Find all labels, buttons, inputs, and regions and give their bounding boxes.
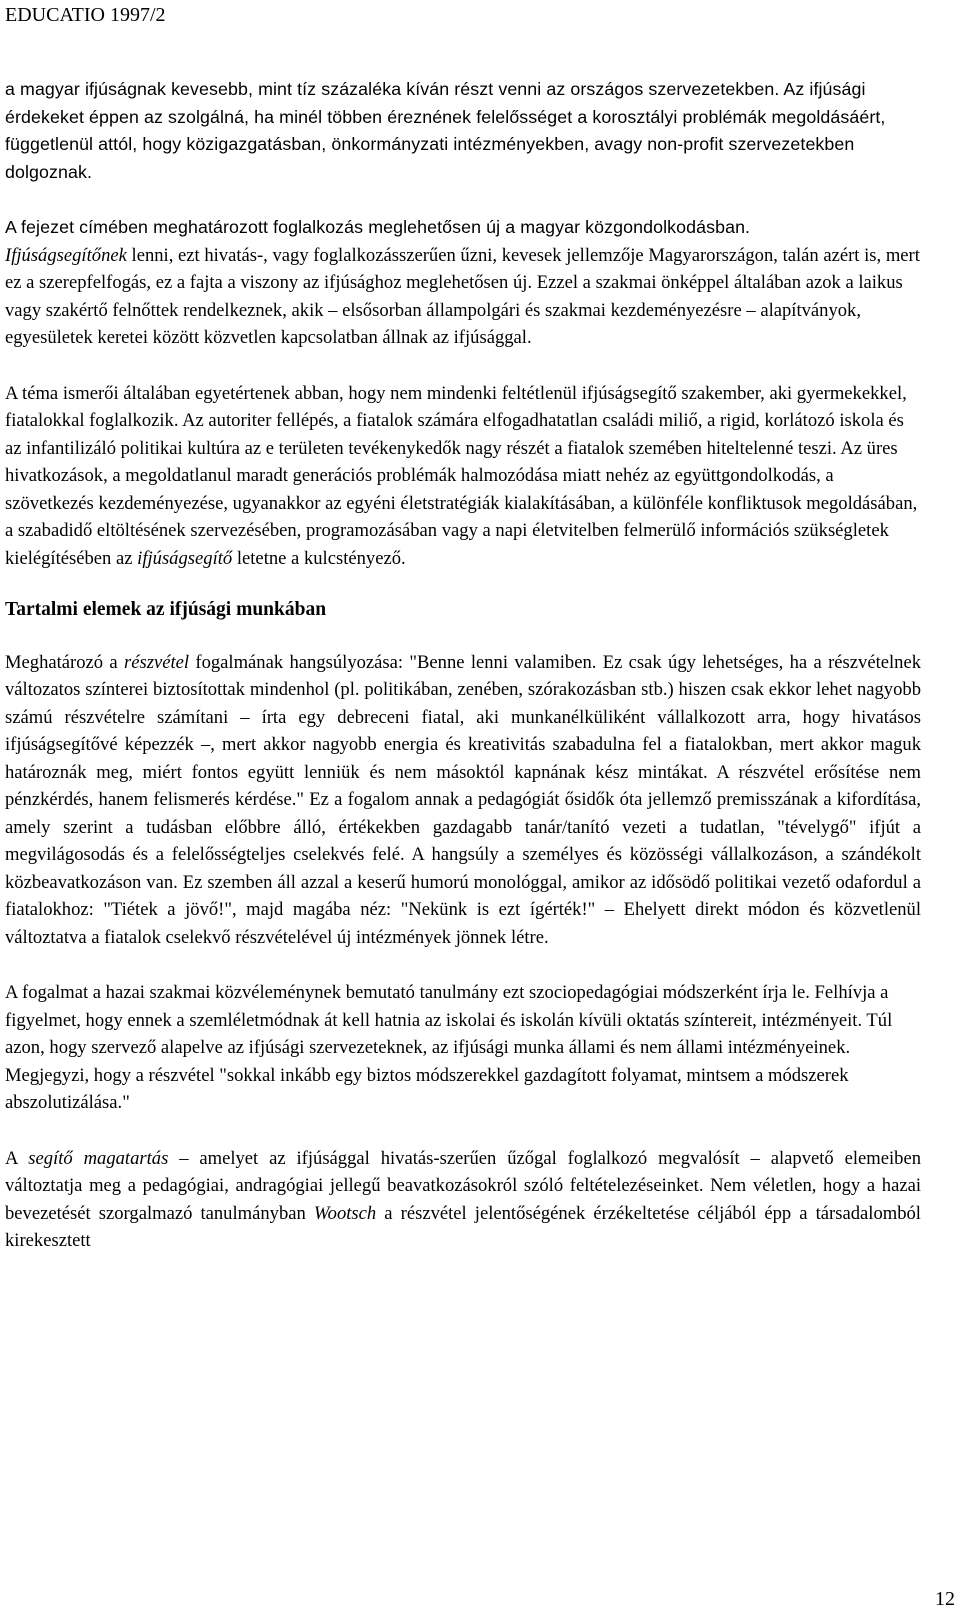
paragraph-participation bbox=[5, 649, 921, 952]
paragraph-participation-text: fogalmának hangsúlyozása: "Benne lenni valamiben. Ez csak úgy lehetséges, ha a részvételnek változatos színterei biztosítottak mindenhol (pl. politikában, zenében, szórakozásban stb.) hiszen csak ekkor lehet nagyobb számú részvételre számítani – írta egy debreceni fiatal, aki munkanélküliként vállalkozott arra, hogy hivatásos ifjúságsegítővé képezzék –, mert akkor nagyobb energia és kreativitás szabadulna fel a fiatalokban, mert akkor maguk határoznák meg, miért fontos együtt lenniük és nem másoktól kapnának kész mintákat. A részvétel erősítése nem pénzkérdés, hanem felismerés kérdése." Ez a fogalom annak a pedagógiát ősidők óta jellemző premisszának a kifordítása, amely szerint a tudásban előbbre álló, értékekben gazdagabb tanár/tanító vezeti a tudatlan, "tévelygő" ifjút a megvilágosodás és a felelősségteljes cselekvés felé. A hangsúly a személyes és közösségi vállalkozáson, a szándékolt közbeavatkozáson van. Ez szemben áll azzal a keserű humorú monológgal, amikor az idősödő politikai vezető odafordul a fiatalokhoz: "Tiétek a jövő!", majd magába néz: "Nekünk is ezt ígérték!" – Ehelyett direkt módon és közvetlenül változtatva a fiatalok cselekvő részvételével új intézmények jönnek létre. bbox=[5, 651, 921, 948]
paragraph-study: A fogalmat a hazai szakmai közvéleménynek bemutató tanulmány ezt szociopedagógiai módszerként írja le. Felhívja a figyelmet, hogy ennek a szemléletmódnak át kell hatnia az iskolai és iskolán kívüli oktatás színtereit, intézményeit. Túl azon, hogy szervező alapelve az ifjúsági szervezeteknek, az ifjúsági munka állami és nem állami intézményeinek. Megjegyzi, hogy a részvétel "sokkal inkább egy biztos módszerekkel gazdagított folyamat, mintsem a módszerek abszolutizálása." bbox=[5, 982, 893, 1113]
article-body bbox=[5, 76, 921, 1255]
paragraph-experts-end: letetne a kulcstényező. bbox=[232, 547, 406, 569]
paragraph-experts-text: A téma ismerői általában egyetértenek abban, hogy nem mindenki feltétlenül ifjúságsegítő szakember, aki gyermekekkel, fiatalokkal foglalkozik. Az autoriter fellépés, a fiatalok számára elfogadhatatlan családi miliő, a rigid, korlátozó iskola és az infantilizáló politikai kultúra az e területen tevékenykedők nagy részét a fiatalok szemében hiteltelenné teszi. Az üres hivatkozások, a megoldatlanul maradt generációs problémák halmozódása miatt nehéz az együttgondolkodás, a szövetkezés kezdeményezése, ugyanakkor az egyéni életstratégiák kialakításában, a különféle konfliktusok megoldásában, a szabadidő eltöltésének szervezésében, programozásában vagy a napi életvitelben felmerülő információs szükségletek kielégítésében az bbox=[5, 382, 918, 569]
emphasis-wootsch: Wootsch bbox=[313, 1202, 377, 1224]
journal-header: EDUCATIO 1997/2 bbox=[5, 4, 166, 26]
emphasis-ifjusagsegito: ifjúságsegítő bbox=[137, 547, 233, 569]
paragraph-experts bbox=[5, 380, 921, 573]
section-heading: Tartalmi elemek az ifjúsági munkában bbox=[5, 599, 327, 620]
paragraph-helping-text: – amelyet az ifjúsággal hivatás-szerűen űzőgal foglalkozó megvalósít – alapvető elemeiben változtatja meg a pedagógiai, andragógiai jellegű beavatkozásokról szóló feltételezéseinket. Nem véletlen, hogy a hazai bevezetését szorgalmazó tanulmányban bbox=[5, 1147, 921, 1224]
emphasis-reszvetel: részvétel bbox=[124, 651, 190, 673]
paragraph-helping-attitude bbox=[5, 1145, 921, 1255]
paragraph-profession bbox=[5, 242, 921, 352]
paragraph-intro: a magyar ifjúságnak kevesebb, mint tíz százaléka kíván részt venni az országos szervezetekben. Az ifjúsági érdekeket éppen az szolgálná, ha minél többen éreznének felelősséget a korosztályi problémák megoldásáért, függetlenül attól, hogy közigazgatásban, önkormányzati intézményekben, avagy non-profit szervezetekben dolgoznak. bbox=[5, 79, 886, 182]
paragraph-helping-start: A bbox=[5, 1147, 29, 1169]
paragraph-profession-line: A fejezet címében meghatározott foglalkozás meglehetősen új a magyar közgondolkodásban. bbox=[5, 217, 751, 237]
paragraph-helping-end: a részvétel jelentőségének érzékeltetése céljából épp a társadalomból kirekesztett bbox=[5, 1202, 921, 1251]
page-number: 12 bbox=[935, 1588, 955, 1610]
emphasis-segito-magatartas: segítő magatartás bbox=[28, 1147, 169, 1169]
emphasis-ifjusagsegitonek: Ifjúságsegítőnek bbox=[5, 244, 127, 266]
paragraph-profession-text: lenni, ezt hivatás-, vagy foglalkozásszerűen űzni, kevesek jellemzője Magyarországon, talán azért is, mert ez a szerepfelfogás, ez a fajta a viszony az ifjúsághoz meglehetősen új. Ezzel a szakmai önképpel általában azok a laikus vagy szakértő felnőttek rendelkeznek, akik – elsősorban állampolgári és szakmai kezdeményezésre – alapítványok, egyesületek keretei között közvetlen kapcsolatban állnak az ifjúsággal. bbox=[5, 244, 920, 348]
paragraph-participation-start: Meghatározó a bbox=[5, 651, 124, 673]
